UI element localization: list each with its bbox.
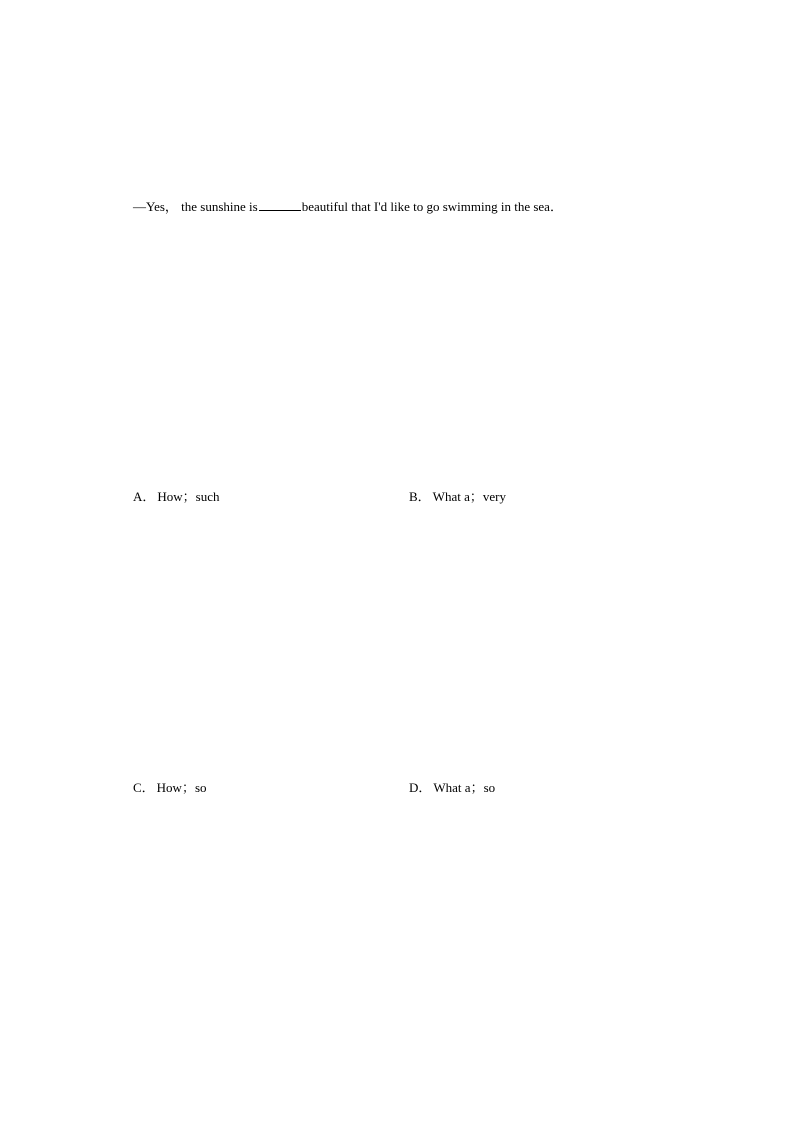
option-c-text: How；so bbox=[156, 780, 207, 795]
option-b bbox=[409, 489, 506, 505]
question-prefix: —Yes， the sunshine is bbox=[133, 199, 258, 214]
question-text bbox=[133, 198, 563, 215]
option-d-letter: D． bbox=[409, 780, 432, 795]
option-b-letter: B． bbox=[409, 489, 431, 504]
option-a bbox=[133, 489, 220, 505]
option-d bbox=[409, 780, 495, 796]
option-c-letter: C． bbox=[133, 780, 155, 795]
option-a-text: How；such bbox=[157, 489, 220, 504]
question-suffix: beautiful that I'd like to go swimming in the sea． bbox=[301, 199, 563, 214]
option-d-text: What a；so bbox=[433, 780, 496, 795]
option-a-letter: A． bbox=[133, 489, 156, 504]
option-b-text: What a；very bbox=[432, 489, 506, 504]
answer-blank bbox=[259, 198, 301, 211]
option-c bbox=[133, 780, 207, 796]
